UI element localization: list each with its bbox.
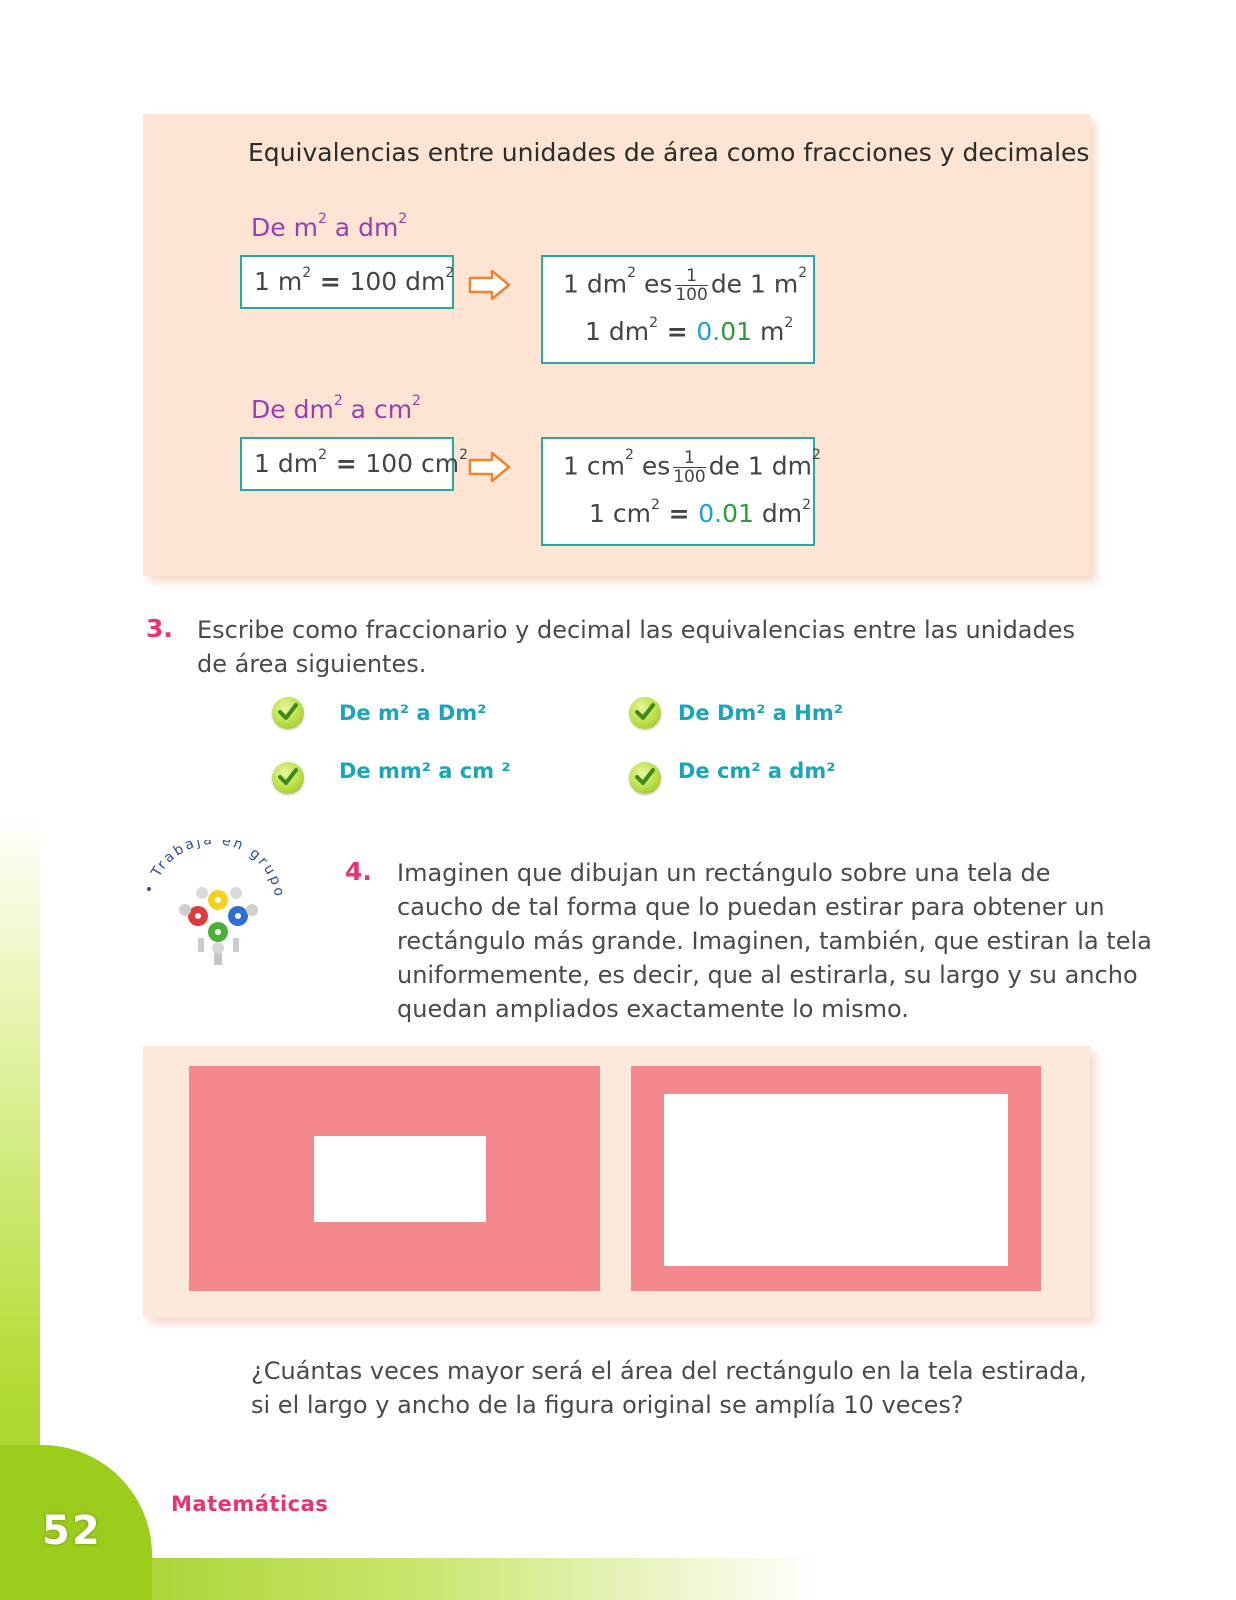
arrow-right-icon [468,450,512,488]
group-work-badge [138,840,290,970]
panel-title: Equivalencias entre unidades de área como fracciones y decimales [248,138,1090,167]
exercise-3-item: De mm² a cm ² [339,759,511,783]
section-heading-dm2-cm2: De $dm^2$ a $cm^2$ [251,393,421,424]
fraction-one-hundredth: $\frac{1}{100}$ [673,448,706,487]
checkmark-icon [629,697,661,729]
fraction-decimal-box-m2: 1 $dm^2$ es $\frac{1}{100}$ de 1 $m^2$ 1 $dm^2 = 0.01$ $m^2$ [541,255,815,364]
checkmark-icon [629,762,661,794]
page-number: 52 [42,1508,102,1554]
exercise-4-number: 4. [345,857,372,886]
subject-label: Matemáticas [171,1492,329,1516]
equality-box-dm2: 1 $dm^2 = 100$ $cm^2$ [240,437,454,491]
checkmark-icon [272,697,304,729]
exercise-3-item: De Dm² a Hm² [678,701,843,725]
arrow-right-icon [468,268,512,306]
exercise-3-item: De m² a Dm² [339,701,487,725]
equality-box-m2: 1 $m^2 = 100$ $dm^2$ [240,255,454,309]
original-rectangle [314,1136,486,1222]
section-heading-m2-dm2: De $m^2$ a $dm^2$ [251,211,408,242]
stretched-rectangle [664,1094,1008,1266]
exercise-3-item: De cm² a dm² [678,759,836,783]
exercise-4-text: Imaginen que dibujan un rectángulo sobre una tela de caucho de tal forma que lo puedan estirar para obtener un rectángulo más grande. Imaginen, también, que estiran la tela uniformemente, es decir, que al estirarla, su largo y su ancho quedan ampliados exactamente lo mismo. [397,859,1152,1023]
question-text: ¿Cuántas veces mayor será el área del rectángulo en la tela estirada, si el largo y ancho de la figura original se amplía 10 veces? [251,1357,1087,1419]
fraction-decimal-box-dm2: 1 $cm^2$ es $\frac{1}{100}$ de 1 $dm^2$ 1 $cm^2 = 0.01$ $dm^2$ [541,437,815,546]
svg-text:• Trabaja en grupo •: • Trabaja en grupo [141,840,288,900]
exercise-3-number: 3. [146,614,173,643]
group-work-icon [138,840,290,970]
checkmark-icon [272,762,304,794]
fraction-one-hundredth: $\frac{1}{100}$ [675,266,708,305]
exercise-3-text: Escribe como fraccionario y decimal las equivalencias entre las unidades de área siguientes. [197,616,1076,678]
